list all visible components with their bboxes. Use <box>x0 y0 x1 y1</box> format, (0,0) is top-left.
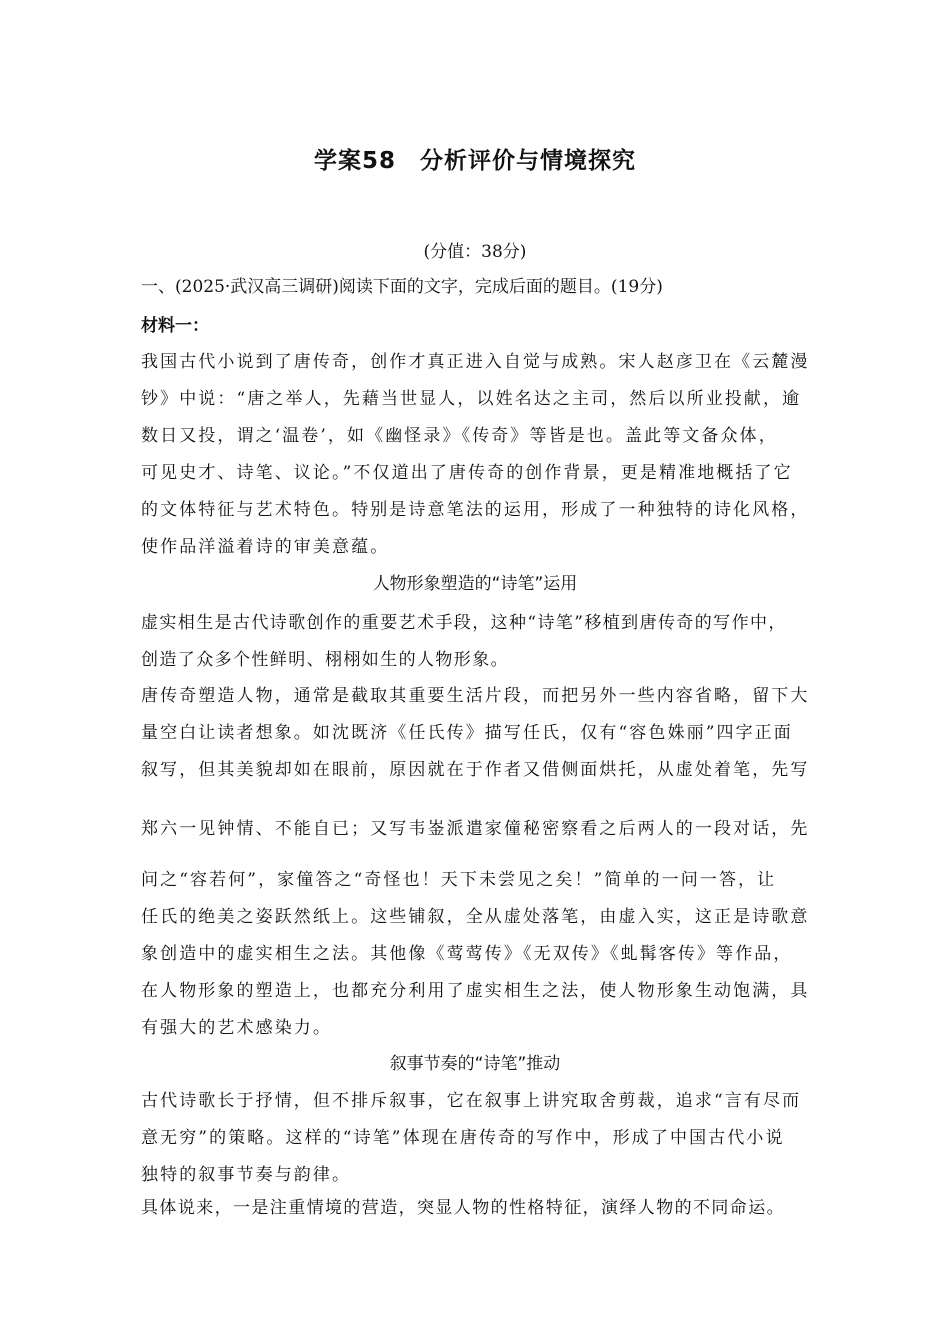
score-note: (分值：38分) <box>423 242 527 262</box>
question-text: 一、(2025·武汉高三调研)阅读下面的文字，完成后面的题目。(19分) <box>141 277 663 297</box>
paragraph-line: 量空白让读者想象。如沈既济《任氏传》描写任氏，仅有“容色姝丽”四字正面 <box>141 723 793 743</box>
paragraph-line: 可见史才、诗笔、议论。”不仅道出了唐传奇的创作背景，更是精准地概括了它 <box>141 463 793 483</box>
page-title: 学案58 分析评价与情境探究 <box>313 148 636 174</box>
paragraph-2 <box>141 605 821 679</box>
paragraph-line: 任氏的绝美之姿跃然纸上。这些铺叙，全从虚处落笔，由虚入实，这正是诗歌意 <box>141 907 810 927</box>
paragraph-line: 虚实相生是古代诗歌创作的重要艺术手段，这种“诗笔”移植到唐传奇的写作中， <box>141 613 787 633</box>
paragraph-3-end <box>141 862 821 1047</box>
paragraph-line: 的文体特征与艺术特色。特别是诗意笔法的运用，形成了一种独特的诗化风格， <box>141 500 810 520</box>
paragraph-line: 象创造中的虚实相生之法。其他像《莺莺传》《无双传》《虬髯客传》等作品， <box>141 944 793 964</box>
paragraph-4 <box>141 1083 821 1194</box>
section-heading-2: 叙事节奏的“诗笔”推动 <box>389 1054 561 1074</box>
paragraph-line: 创造了众多个性鲜明、栩栩如生的人物形象。 <box>141 650 509 670</box>
paragraph-line: 钞》中说：“唐之举人，先藉当世显人，以姓名达之主司，然后以所业投献，逾 <box>141 389 802 409</box>
paragraph-3-continued <box>141 814 821 839</box>
paragraph-line: 具体说来，一是注重情境的营造，突显人物的性格特征，演绎人物的不同命运。 <box>141 1198 785 1218</box>
section-heading-1: 人物形象塑造的“诗笔”运用 <box>372 574 578 594</box>
paragraph-line: 我国古代小说到了唐传奇，创作才真正进入自觉与成熟。宋人赵彦卫在《云麓漫 <box>141 352 810 372</box>
paragraph-line: 古代诗歌长于抒情，但不排斥叙事，它在叙事上讲究取舍剪裁，追求“言有尽而 <box>141 1091 802 1111</box>
question-line <box>141 272 821 297</box>
paragraph-3 <box>141 678 821 789</box>
paragraph-line: 数日又投，谓之‘温卷’，如《幽怪录》《传奇》等皆是也。盖此等文备众体， <box>141 426 778 446</box>
paragraph-line: 叙写，但其美貌却如在眼前，原因就在于作者又借侧面烘托，从虚处着笔，先写 <box>141 760 810 780</box>
paragraph-line: 问之“容若何”，家僮答之“奇怪也！天下未尝见之矣！”简单的一问一答，让 <box>141 870 777 890</box>
paragraph-line: 郑六一见钟情、不能自已；又写韦崟派遣家僮秘密察看之后两人的一段对话，先 <box>141 819 810 839</box>
paragraph-line: 意无穷”的策略。这样的“诗笔”体现在唐传奇的写作中，形成了中国古代小说 <box>141 1128 785 1148</box>
material-label-block <box>141 311 821 336</box>
paragraph-line: 使作品洋溢着诗的审美意蕴。 <box>141 537 390 557</box>
paragraph-line: 有强大的艺术感染力。 <box>141 1018 332 1038</box>
paragraph-line: 唐传奇塑造人物，通常是截取其重要生活片段，而把另外一些内容省略，留下大 <box>141 686 810 706</box>
material-label: 材料一： <box>141 316 209 336</box>
paragraph-line: 在人物形象的塑造上，也都充分利用了虚实相生之法，使人物形象生动饱满，具 <box>141 981 810 1001</box>
paragraph-line: 独特的叙事节奏与韵律。 <box>141 1165 352 1185</box>
paragraph-5 <box>141 1193 821 1218</box>
paragraph-1 <box>141 344 821 566</box>
